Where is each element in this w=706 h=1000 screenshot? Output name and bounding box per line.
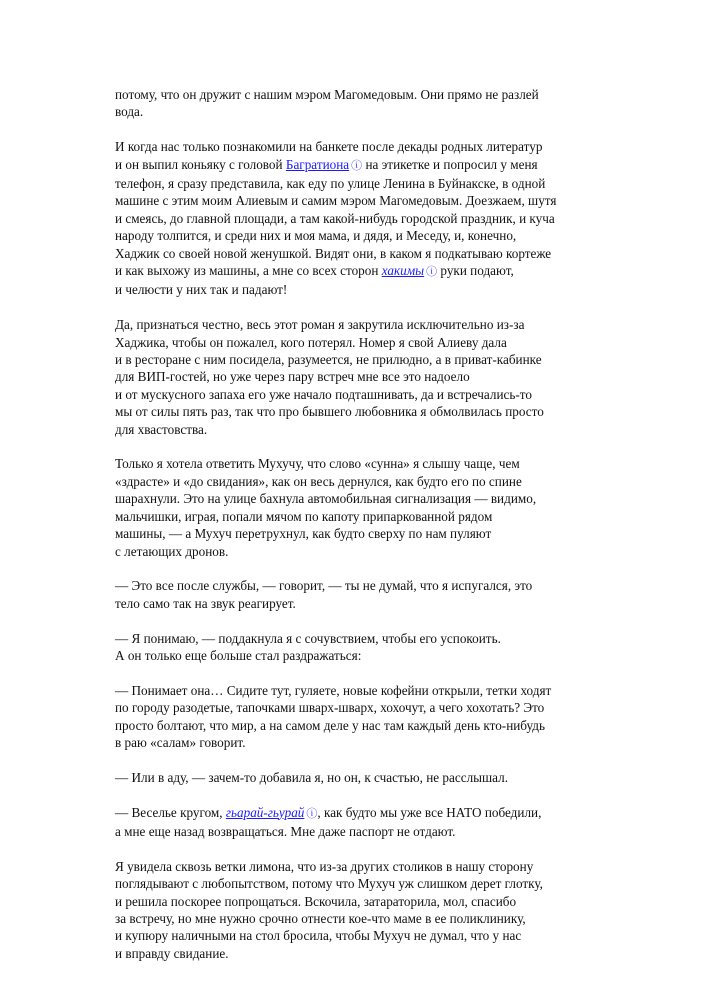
text-line: за встречу, но мне нужно срочно отнести кое-что маме в ее поликлинику,	[115, 910, 526, 926]
text-line: шарахнули. Это на улице бахнула автомобильная сигнализация — видимо,	[115, 491, 537, 507]
paragraph	[115, 804, 585, 841]
line-text-after-link: , как будто мы уже все НАТО победили,	[317, 804, 542, 820]
text-line	[115, 262, 585, 281]
text-line: телефон, я сразу представила, как еду по улице Ленина в Буйнакске, в одной	[115, 176, 546, 192]
text-line: машине с этим моим Алиевым и самим мэром Магомедовым. Доезжаем, шутя	[115, 193, 557, 209]
text-line: с летающих дронов.	[115, 543, 229, 559]
text-line: вода.	[115, 104, 144, 120]
text-line: поглядывают с любопытством, потому что Мухуч уж слишком дерет глотку,	[115, 876, 543, 892]
text-line: Я увидела сквозь ветки лимона, что из-за других столиков в нашу сторону	[115, 858, 534, 874]
info-icon[interactable]: ⓘ	[351, 159, 363, 172]
text-line: мы от силы пять раз, так что про бывшего любовника я обмолвилась просто	[115, 404, 544, 420]
text-line: машины, — а Мухуч перетрухнул, как будто сверху по нам пуляют	[115, 526, 492, 542]
paragraph	[115, 577, 585, 612]
text-line: И когда нас только познакомили на банкете после декады родных литератур	[115, 139, 543, 155]
text-line: в раю «салам» говорит.	[115, 734, 246, 750]
line-text-before-link: и как выхожу из машины, а мне со всех сторон	[115, 263, 382, 279]
text-line: и купюру наличными на стол бросила, чтобы Мухуч не думал, что у нас	[115, 928, 522, 944]
text-line: и смеясь, до главной площади, а там какой-нибудь городской праздник, и куча	[115, 210, 555, 226]
footnote-link[interactable]: хакимы	[381, 263, 425, 279]
paragraph	[115, 455, 585, 559]
text-line: «здрасте» и «до свидания», как он весь дернулся, как будто его по спине	[115, 473, 522, 489]
text-line: тело само так на звук реагирует.	[115, 595, 296, 611]
paragraph	[115, 138, 585, 299]
text-line: и в ресторане с ним посидела, разумеется, не прилюдно, а в приват-кабинке	[115, 352, 542, 368]
text-line: и решила поскорее попрощаться. Вскочила, затараторила, мол, спасибо	[115, 893, 517, 909]
document-body	[115, 86, 585, 980]
text-line: — Я понимаю, — поддакнула я с сочувствием, чтобы его успокоить.	[115, 630, 501, 646]
text-line: для хвастовства.	[115, 421, 208, 437]
text-line: Только я хотела ответить Мухучу, что слово «сунна» я слышу чаще, чем	[115, 456, 520, 472]
text-line	[115, 156, 585, 175]
line-text-before-link: и он выпил коньяку с головой	[115, 156, 286, 172]
text-line: — Или в аду, — зачем-то добавила я, но он, к счастью, не расслышал.	[115, 769, 509, 785]
line-text-after-link: руки подают,	[437, 263, 514, 279]
paragraph	[115, 86, 585, 121]
paragraph	[115, 682, 585, 752]
paragraph	[115, 630, 585, 665]
text-line: потому, что он дружит с нашим мэром Магомедовым. Они прямо не разлей	[115, 87, 539, 102]
text-line: А он только еще больше стал раздражаться:	[115, 647, 362, 663]
paragraph	[115, 769, 585, 786]
info-icon[interactable]: ⓘ	[306, 807, 318, 820]
text-line: — Понимает она… Сидите тут, гуляете, новые кофейни открыли, тетки ходят	[115, 682, 552, 698]
text-line: по городу разодетые, тапочками шварх-шварх, хохочут, а чего хохотать? Это	[115, 700, 545, 716]
info-icon[interactable]: ⓘ	[426, 266, 438, 279]
text-line: народу толпится, и среди них и моя мама, и дядя, и Меседу, и, конечно,	[115, 228, 517, 244]
text-line: для ВИП-гостей, но уже через пару встреч мне все это надоело	[115, 369, 470, 385]
text-line: и челюсти у них так и падают!	[115, 282, 288, 298]
text-line: а мне еще назад возвращаться. Мне даже паспорт не отдают.	[115, 823, 456, 839]
text-line: Да, признаться честно, весь этот роман я закрутила исключительно из-за	[115, 317, 525, 333]
text-line: просто болтают, что мир, а на самом деле у нас там каждый день кто-нибудь	[115, 717, 546, 733]
paragraph	[115, 858, 585, 962]
footnote-link[interactable]: гьарай-гьурай	[225, 804, 305, 820]
text-line: и вправду свидание.	[115, 945, 229, 961]
text-line	[115, 804, 585, 823]
line-text-before-link: — Веселье кругом,	[115, 804, 226, 820]
text-line: Хаджик со своей новой женушкой. Видят они, в каком я подкатываю кортеже	[115, 245, 552, 261]
text-line: мальчишки, играя, попали мячом по капоту припаркованной рядом	[115, 508, 493, 524]
paragraph	[115, 316, 585, 438]
line-text-after-link: на этикетке и попросил у меня	[362, 156, 538, 172]
text-line: и от мускусного запаха его уже начало подташнивать, да и встречались-то	[115, 386, 532, 402]
footnote-link[interactable]: Багратиона	[285, 156, 350, 172]
text-line: Хаджика, чтобы он пожалел, кого потерял. Номер я свой Алиеву дала	[115, 334, 507, 350]
text-line: — Это все после службы, — говорит, — ты не думай, что я испугался, это	[115, 578, 533, 594]
